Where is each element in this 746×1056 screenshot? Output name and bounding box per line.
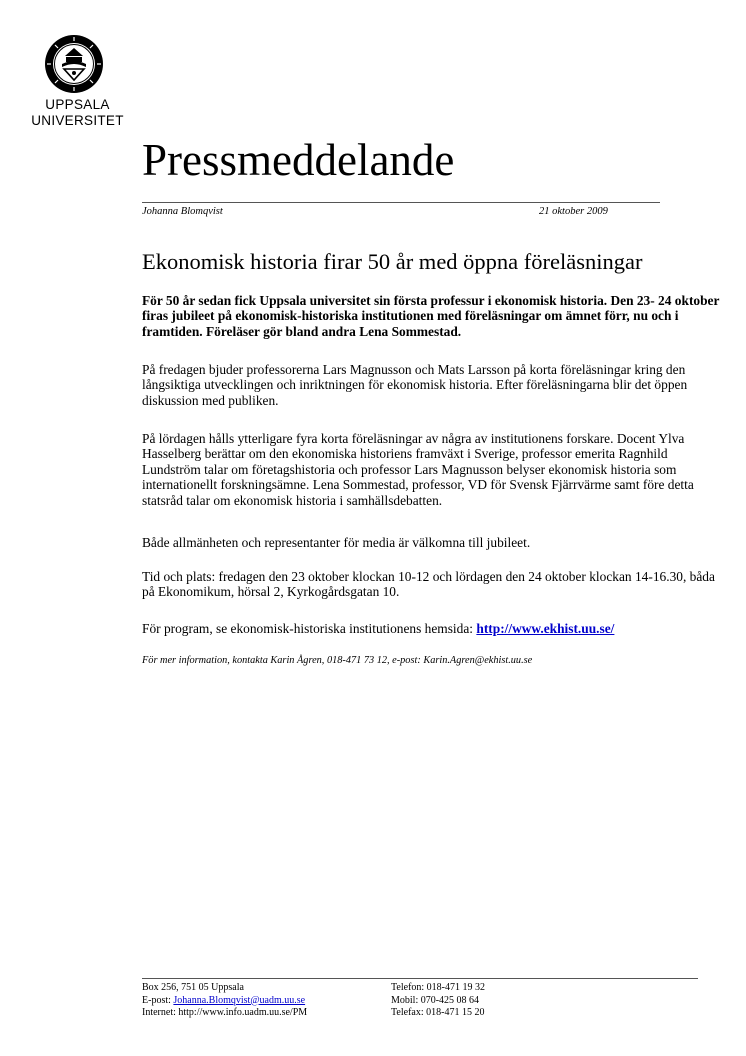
paragraph-5-text: För program, se ekonomisk-historiska institutionens hemsida: <box>142 621 477 636</box>
footer-email-label: E-post: <box>142 994 174 1006</box>
footer-right <box>391 982 485 1020</box>
paragraph-4: Tid och plats: fredagen den 23 oktober klockan 10-12 och lördagen den 24 oktober klockan 14-16.30, båda på Ekonomikum, hörsal 2, Kyrkogårdsgatan 10. <box>142 569 715 600</box>
contact-info: För mer information, kontakta Karin Ågren, 018-471 73 12, e-post: Karin.Agren@ekhist.uu.se <box>142 655 533 666</box>
uppsala-university-seal-icon <box>44 34 104 94</box>
institution-name: UPPSALA UNIVERSITET <box>31 97 124 128</box>
website-link[interactable]: http://www.ekhist.uu.se/ <box>476 621 615 636</box>
paragraph-1: På fredagen bjuder professorerna Lars Magnusson och Mats Larsson på korta föreläsningar kring den långsiktiga utvecklingen och inriktningen för ekonomisk historia. Efter föreläsningarna blir det öppen diskussion med publiken. <box>142 362 688 408</box>
footer-internet: Internet: http://www.info.uadm.uu.se/PM <box>142 1007 308 1018</box>
release-date: 21 oktober 2009 <box>539 206 608 217</box>
document-type-title: Pressmeddelande <box>142 135 455 185</box>
footer-rule <box>142 978 698 979</box>
headline: Ekonomisk historia firar 50 år med öppna föreläsningar <box>142 249 643 274</box>
footer-left <box>142 982 307 1020</box>
footer-email-line <box>142 995 307 1008</box>
footer-email-link[interactable]: Johanna.Blomqvist@uadm.uu.se <box>173 994 306 1006</box>
footer-phone: Telefon: 018-471 19 32 <box>391 982 486 993</box>
header-rule <box>142 202 660 203</box>
paragraph-5 <box>142 621 722 636</box>
paragraph-2: På lördagen hålls ytterligare fyra korta föreläsningar av några av institutionens forskare. Docent Ylva Hasselberg berättar om den ekonomiska historiens framväxt i Sverige, professor emerita Ragnhild Lundström talar om företagshistoria och professor Lars Magnusson belyser ekonomisk historia som internationellt forskningsämne. Lena Sommestad, professor, VD för Svensk Fjärrvärme samt före detta statsråd talar om ekonomisk historia i samhällsdebatten. <box>142 431 694 508</box>
paragraph-3: Både allmänheten och representanter för media är välkomna till jubileet. <box>142 535 531 550</box>
lead-paragraph: För 50 år sedan fick Uppsala universitet sin första professur i ekonomisk historia. Den 23- 24 oktober firas jubileet på ekonomisk-historiska institutionen med föreläsningar om ämnet förr, nu och i framtiden. Föreläser gör bland andra Lena Sommestad. <box>142 293 720 339</box>
footer-address: Box 256, 751 05 Uppsala <box>142 982 244 993</box>
author: Johanna Blomqvist <box>142 206 223 217</box>
footer-fax: Telefax: 018-471 15 20 <box>391 1007 485 1018</box>
footer-mobile: Mobil: 070-425 08 64 <box>391 994 480 1006</box>
